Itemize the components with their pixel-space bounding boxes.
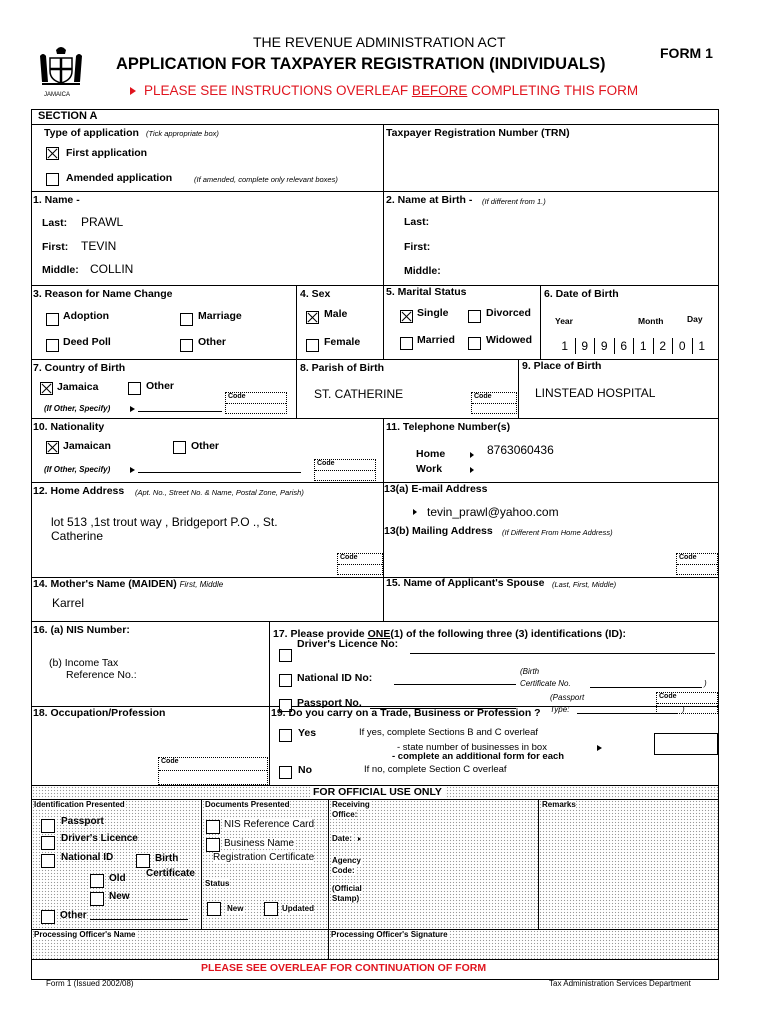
nationality-cell — [32, 419, 384, 483]
telephone-cell — [384, 419, 718, 483]
parish-label: 8. Parish of Birth — [300, 362, 385, 374]
sex-label: 4. Sex — [300, 288, 331, 300]
dob-digits[interactable] — [555, 338, 711, 354]
remarks-cell — [539, 800, 718, 930]
amended-hint: (If amended, complete only relevant boxes) — [194, 175, 338, 184]
country-of-birth-cell — [32, 360, 297, 419]
remarks-label: Remarks — [542, 800, 576, 809]
business-count-box[interactable] — [654, 733, 718, 755]
amended-application-checkbox[interactable] — [46, 173, 59, 186]
official-birth-label: Birth — [155, 853, 179, 864]
nat-jamaican-label: Jamaican — [63, 440, 111, 452]
first-name-value[interactable]: TEVIN — [81, 239, 117, 253]
name-at-birth-label: 2. Name at Birth - — [386, 194, 473, 206]
place-of-birth-value[interactable]: LINSTEAD HOSPITAL — [535, 386, 656, 400]
status-label: Status — [205, 879, 230, 888]
drivers-licence-checkbox[interactable] — [279, 649, 292, 662]
birth-certificate-no-label: Certificate No. — [520, 679, 571, 688]
marital-label: 5. Marital Status — [386, 286, 467, 298]
status-updated-checkbox[interactable] — [264, 902, 278, 916]
mothers-name-text: 14. Mother's Name — [33, 578, 126, 590]
dob-digit: 1 — [561, 339, 569, 353]
birth-other-label: Other — [146, 380, 175, 392]
dob-label: 6. Date of Birth — [544, 288, 619, 300]
business-name-label: Business Name — [224, 838, 295, 849]
arrow-icon — [413, 509, 417, 515]
date-label: Date: — [332, 834, 353, 843]
receiving-office-cell — [329, 800, 539, 930]
status-new-label: New — [227, 904, 244, 913]
nat-other-label: Other — [191, 440, 220, 452]
birth-specify-line[interactable] — [138, 411, 222, 412]
national-id-line[interactable] — [394, 684, 516, 685]
status-updated-label: Updated — [282, 904, 314, 913]
birth-last-label: Last: — [404, 216, 430, 228]
state-number-text: - state number of businesses in box — [397, 742, 547, 753]
arrow-icon — [130, 406, 135, 412]
section-a-title: SECTION A — [38, 110, 98, 122]
officer-name-label: Processing Officer's Name — [34, 930, 136, 939]
coat-caption: JAMAICA — [44, 92, 71, 98]
occupation-code-box[interactable] — [158, 757, 268, 785]
dob-digit: 1 — [692, 338, 712, 354]
reason-other-checkbox[interactable] — [180, 339, 193, 352]
passport-type-close: ) — [682, 705, 685, 714]
birth-other-checkbox[interactable] — [128, 382, 141, 395]
reason-cell — [32, 286, 297, 360]
widowed-label: Widowed — [486, 334, 532, 346]
passport-label: Passport No. — [297, 697, 362, 709]
arrow-icon — [470, 467, 474, 473]
official-other-label: Other — [60, 910, 87, 921]
maiden-text: (MAIDEN) — [128, 578, 177, 590]
divorced-label: Divorced — [486, 307, 531, 319]
arrow-icon — [358, 837, 361, 841]
last-name-label: Last: — [42, 217, 68, 229]
widowed-checkbox[interactable] — [468, 337, 481, 350]
email-value[interactable]: tevin_prawl@yahoo.com — [427, 505, 559, 519]
arrow-icon — [597, 745, 602, 751]
male-checkbox[interactable] — [306, 311, 319, 324]
code-label: Code — [474, 393, 492, 400]
birth-jamaica-label: Jamaica — [57, 381, 99, 393]
mailing-address-label: 13(b) Mailing Address — [384, 525, 493, 537]
name-at-birth-hint: (If different from 1.) — [482, 197, 546, 206]
marriage-label: Marriage — [198, 310, 242, 322]
nis-label: 16. (a) NIS Number: — [33, 624, 130, 636]
drivers-licence-label: Driver's Licence No: — [297, 638, 399, 650]
registration-cert-label: Registration Certificate — [213, 852, 315, 863]
nat-specify-line[interactable] — [138, 472, 301, 473]
official-stamp-label: (Official — [332, 884, 362, 893]
official-use-title: FOR OFFICIAL USE ONLY — [310, 786, 445, 798]
continuation-notice: PLEASE SEE OVERLEAF FOR CONTINUATION OF FORM — [201, 962, 487, 974]
status-new-checkbox[interactable] — [207, 902, 221, 916]
birth-middle-label: Middle: — [404, 265, 441, 277]
home-address-code-box[interactable] — [337, 553, 383, 575]
spouse-label: 15. Name of Applicant's Spouse — [386, 577, 545, 589]
home-phone-value[interactable]: 8763060436 — [487, 443, 554, 457]
code-label: Code — [679, 554, 697, 561]
trn-cell — [384, 125, 718, 192]
occupation-cell — [32, 707, 270, 786]
complete-additional-text: - complete an additional form for each — [392, 751, 565, 762]
birth-specify-label: (If Other, Specify) — [44, 404, 111, 413]
official-old-checkbox[interactable] — [90, 874, 104, 888]
trade-no-label: No — [298, 764, 312, 776]
name-cell — [32, 192, 384, 286]
marriage-checkbox[interactable] — [180, 313, 193, 326]
id-label-one: ONE — [367, 628, 391, 640]
male-label: Male — [324, 308, 348, 320]
officer-signature-cell — [329, 930, 718, 960]
dob-digit: 0 — [672, 338, 692, 354]
passport-type-label: (Passport — [550, 693, 585, 702]
home-address-line-1[interactable]: lot 513 ,1st trout way , Bridgeport P.O ., St. — [51, 515, 278, 529]
married-label: Married — [417, 334, 455, 346]
birth-jamaica-checkbox[interactable] — [40, 382, 53, 395]
notice-text: PLEASE SEE INSTRUCTIONS OVERLEAF — [144, 83, 412, 98]
birth-certificate-line[interactable] — [590, 687, 702, 688]
docs-presented-label: Documents Presented — [205, 800, 290, 809]
first-application-label: First application — [66, 147, 148, 159]
mothers-name-cell — [32, 578, 384, 622]
trade-cell — [270, 707, 718, 786]
nis-card-checkbox[interactable] — [206, 820, 220, 834]
place-of-birth-label: 9. Place of Birth — [522, 360, 602, 372]
official-new-label: New — [109, 891, 130, 902]
mothers-name-value[interactable]: Karrel — [52, 596, 85, 610]
home-address-line-2[interactable]: Catherine — [51, 529, 104, 543]
deed-poll-checkbox[interactable] — [46, 339, 59, 352]
occupation-label: 18. Occupation/Profession — [33, 707, 166, 719]
dob-digit: 9 — [575, 338, 595, 354]
notice-text-end: COMPLETING THIS FORM — [467, 83, 639, 98]
identification-presented-cell — [32, 800, 202, 930]
trade-yes-label: Yes — [298, 727, 317, 739]
official-national-id-label: National ID — [61, 852, 114, 863]
official-new-checkbox[interactable] — [90, 892, 104, 906]
official-drivers-checkbox[interactable] — [41, 836, 55, 850]
official-other-checkbox[interactable] — [41, 910, 55, 924]
business-name-checkbox[interactable] — [206, 838, 220, 852]
middle-name-label: Middle: — [42, 264, 79, 276]
office-label: Office: — [332, 810, 358, 819]
footer-department: Tax Administration Services Department — [549, 979, 691, 988]
arrow-icon — [130, 467, 135, 473]
marital-status-cell — [384, 286, 541, 360]
country-of-birth-label: 7. Country of Birth — [33, 362, 126, 374]
instructions-notice — [130, 83, 638, 98]
documents-presented-cell — [202, 800, 329, 930]
single-checkbox[interactable] — [400, 310, 413, 323]
form-number: FORM 1 — [660, 45, 713, 61]
dob-digit: 9 — [594, 338, 614, 354]
type-hint: (Tick appropriate box) — [146, 129, 219, 138]
female-checkbox[interactable] — [306, 339, 319, 352]
nationality-code-box[interactable] — [314, 459, 376, 481]
dob-day-label: Day — [687, 314, 703, 324]
reason-label: 3. Reason for Name Change — [33, 288, 173, 300]
trade-no-checkbox[interactable] — [279, 766, 292, 779]
trn-label: Taxpayer Registration Number (TRN) — [386, 127, 570, 139]
notice-before: BEFORE — [411, 83, 468, 98]
home-address-cell — [32, 483, 384, 578]
home-address-hint: (Apt. No., Street No. & Name, Postal Zone, Parish) — [135, 488, 304, 497]
mothers-name-hint: First, Middle — [179, 580, 224, 589]
official-passport-label: Passport — [61, 816, 104, 827]
official-old-label: Old — [109, 873, 126, 884]
spouse-hint: (Last, First, Middle) — [552, 580, 617, 589]
home-phone-label: Home — [416, 448, 446, 460]
code-label: Code — [659, 693, 677, 700]
dob-digit: 6 — [614, 338, 634, 354]
coat-of-arms-icon — [36, 42, 86, 92]
code-label: Code — [317, 460, 335, 467]
first-name-label: First: — [42, 241, 69, 253]
name-label: 1. Name - — [33, 194, 80, 206]
dob-digit: 1 — [633, 338, 653, 354]
nat-specify-label: (If Other, Specify) — [44, 465, 111, 474]
dob-digit: 2 — [653, 338, 673, 354]
notice-arrow-icon — [130, 87, 136, 95]
receiving-label: Receiving — [332, 800, 370, 809]
first-application-checkbox[interactable] — [46, 147, 59, 160]
home-address-label: 12. Home Address — [33, 485, 125, 497]
birth-country-code-box[interactable] — [225, 392, 287, 414]
officer-name-cell — [32, 930, 329, 960]
passport-type-colon: Type: — [550, 705, 570, 714]
income-tax-label: (b) Income Tax — [49, 657, 119, 669]
married-checkbox[interactable] — [400, 337, 413, 350]
type-of-application-label: Type of application — [44, 127, 139, 139]
national-id-label: National ID No: — [297, 672, 373, 684]
id-label-post: (1) of the following three (3) identifications (ID): — [390, 628, 626, 640]
parish-code-box[interactable] — [471, 392, 517, 414]
divorced-checkbox[interactable] — [468, 310, 481, 323]
nat-jamaican-checkbox[interactable] — [46, 441, 59, 454]
telephone-label: 11. Telephone Number(s) — [386, 421, 511, 433]
email-cell — [384, 483, 718, 578]
birth-certificate-close: ) — [704, 679, 707, 688]
nat-other-checkbox[interactable] — [173, 441, 186, 454]
trade-yes-text: If yes, complete Sections B and C overleaf — [359, 727, 539, 738]
dob-month-label: Month — [638, 316, 664, 326]
sex-cell — [297, 286, 384, 360]
trade-label: 19. Do you carry on a Trade, Business or Profession ? — [271, 707, 541, 719]
code-label: Code — [228, 393, 246, 400]
adoption-checkbox[interactable] — [46, 313, 59, 326]
name-at-birth-cell — [384, 192, 718, 286]
mailing-code-box[interactable] — [676, 553, 718, 575]
officer-signature-label: Processing Officer's Signature — [331, 930, 448, 939]
middle-name-value[interactable]: COLLIN — [90, 262, 134, 276]
code-label: Code — [161, 758, 179, 765]
drivers-licence-line[interactable] — [410, 653, 715, 654]
official-birth-checkbox[interactable] — [136, 854, 150, 868]
registration-form — [31, 109, 719, 980]
act-title: THE REVENUE ADMINISTRATION ACT — [253, 34, 506, 50]
official-other-line[interactable] — [90, 919, 188, 920]
parish-of-birth-cell — [297, 360, 519, 419]
national-id-checkbox[interactable] — [279, 674, 292, 687]
official-national-id-checkbox[interactable] — [41, 854, 55, 868]
nationality-label: 10. Nationality — [33, 421, 105, 433]
official-stamp-label-2: Stamp) — [332, 894, 360, 903]
deed-poll-label: Deed Poll — [63, 336, 111, 348]
place-of-birth-cell — [519, 360, 718, 419]
work-phone-label: Work — [416, 463, 443, 475]
form-title: APPLICATION FOR TAXPAYER REGISTRATION (INDIVIDUALS) — [116, 55, 606, 73]
amended-application-label: Amended application — [66, 172, 173, 184]
type-of-application-cell — [32, 125, 384, 192]
trade-yes-checkbox[interactable] — [279, 729, 292, 742]
spouse-name-cell — [384, 578, 718, 622]
income-tax-reference-label: Reference No.: — [66, 669, 137, 681]
email-label: 13(a) E-mail Address — [384, 483, 488, 495]
agency-code-label: Code: — [332, 866, 355, 875]
official-use-header — [32, 786, 718, 800]
id-presented-label: Identification Presented — [34, 800, 125, 809]
agency-label: Agency — [332, 856, 361, 865]
reason-other-label: Other — [198, 336, 227, 348]
official-certificate-label: Certificate — [146, 868, 195, 879]
footer-form-issue: Form 1 (Issued 2002/08) — [46, 979, 134, 988]
code-label: Code — [340, 554, 358, 561]
date-of-birth-cell — [541, 286, 718, 360]
trade-no-text: If no, complete Section C overleaf — [364, 764, 507, 775]
parish-value[interactable]: ST. CATHERINE — [314, 387, 404, 401]
official-drivers-label: Driver's Licence — [61, 833, 138, 844]
last-name-value[interactable]: PRAWL — [81, 215, 124, 229]
mailing-address-hint: (If Different From Home Address) — [502, 528, 613, 537]
arrow-icon — [470, 452, 474, 458]
nis-card-label: NIS Reference Card — [224, 819, 315, 830]
section-a-header — [32, 110, 718, 125]
single-label: Single — [417, 307, 449, 319]
mothers-name-label — [33, 578, 223, 590]
adoption-label: Adoption — [63, 310, 110, 322]
dob-year-label: Year — [555, 316, 573, 326]
id-label-pre: 17. Please provide — [273, 628, 368, 640]
nis-cell — [32, 622, 270, 707]
official-passport-checkbox[interactable] — [41, 819, 55, 833]
birth-first-label: First: — [404, 241, 431, 253]
birth-certificate-label: (Birth — [520, 667, 540, 676]
female-label: Female — [324, 336, 361, 348]
